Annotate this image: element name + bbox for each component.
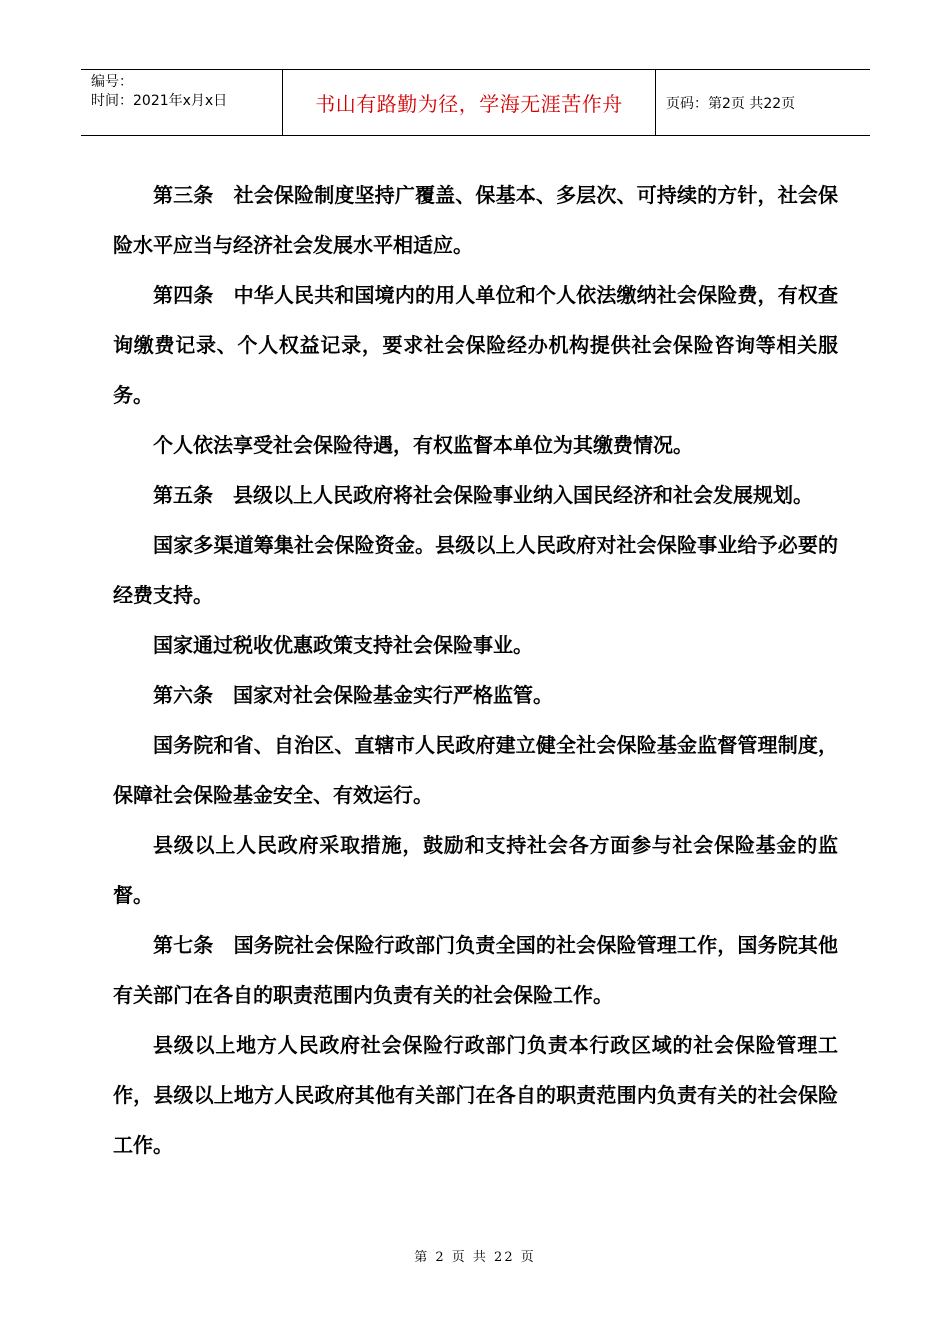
paragraph: 第七条 国务院社会保险行政部门负责全国的社会保险管理工作，国务院其他有关部门在各自的职责范围内负责有关的社会保险工作。: [113, 933, 838, 1007]
paragraph: 个人依法享受社会保险待遇，有权监督本单位为其缴费情况。: [153, 433, 693, 457]
paragraph: 国务院和省、自治区、直辖市人民政府建立健全社会保险基金监督管理制度，保障社会保险基金安全、有效运行。: [113, 733, 838, 807]
paragraph: 第六条 国家对社会保险基金实行严格监管。: [153, 683, 553, 707]
header-page-info: 页码：第2页 共22页: [666, 95, 796, 112]
paragraph: 国家通过税收优惠政策支持社会保险事业。: [153, 633, 533, 657]
paragraph: 第四条 中华人民共和国境内的用人单位和个人依法缴纳社会保险费，有权查询缴费记录、个人权益记录，要求社会保险经办机构提供社会保险咨询等相关服务。: [113, 283, 838, 407]
paragraph: 国家多渠道筹集社会保险资金。县级以上人民政府对社会保险事业给予必要的经费支持。: [113, 533, 838, 607]
paragraph: 第五条 县级以上人民政府将社会保险事业纳入国民经济和社会发展规划。: [153, 483, 813, 507]
page-header: [81, 69, 870, 136]
header-motto: 书山有路勤为径，学海无涯苦作舟: [283, 70, 656, 135]
paragraph: 第三条 社会保险制度坚持广覆盖、保基本、多层次、可持续的方针，社会保险水平应当与经济社会发展水平相适应。: [113, 183, 838, 257]
header-meta: [81, 70, 283, 135]
document-time-label: 时间：2021年x月x日: [91, 93, 228, 109]
paragraph: 县级以上地方人民政府社会保险行政部门负责本行政区域的社会保险管理工作，县级以上地方人民政府其他有关部门在各自的职责范围内负责有关的社会保险工作。: [113, 1033, 838, 1157]
document-body: [113, 170, 838, 1170]
page-footer: 第 2 页 共 22 页: [414, 1250, 536, 1265]
paragraph: 县级以上人民政府采取措施，鼓励和支持社会各方面参与社会保险基金的监督。: [113, 833, 838, 907]
document-number-label: 编号：: [91, 74, 133, 90]
